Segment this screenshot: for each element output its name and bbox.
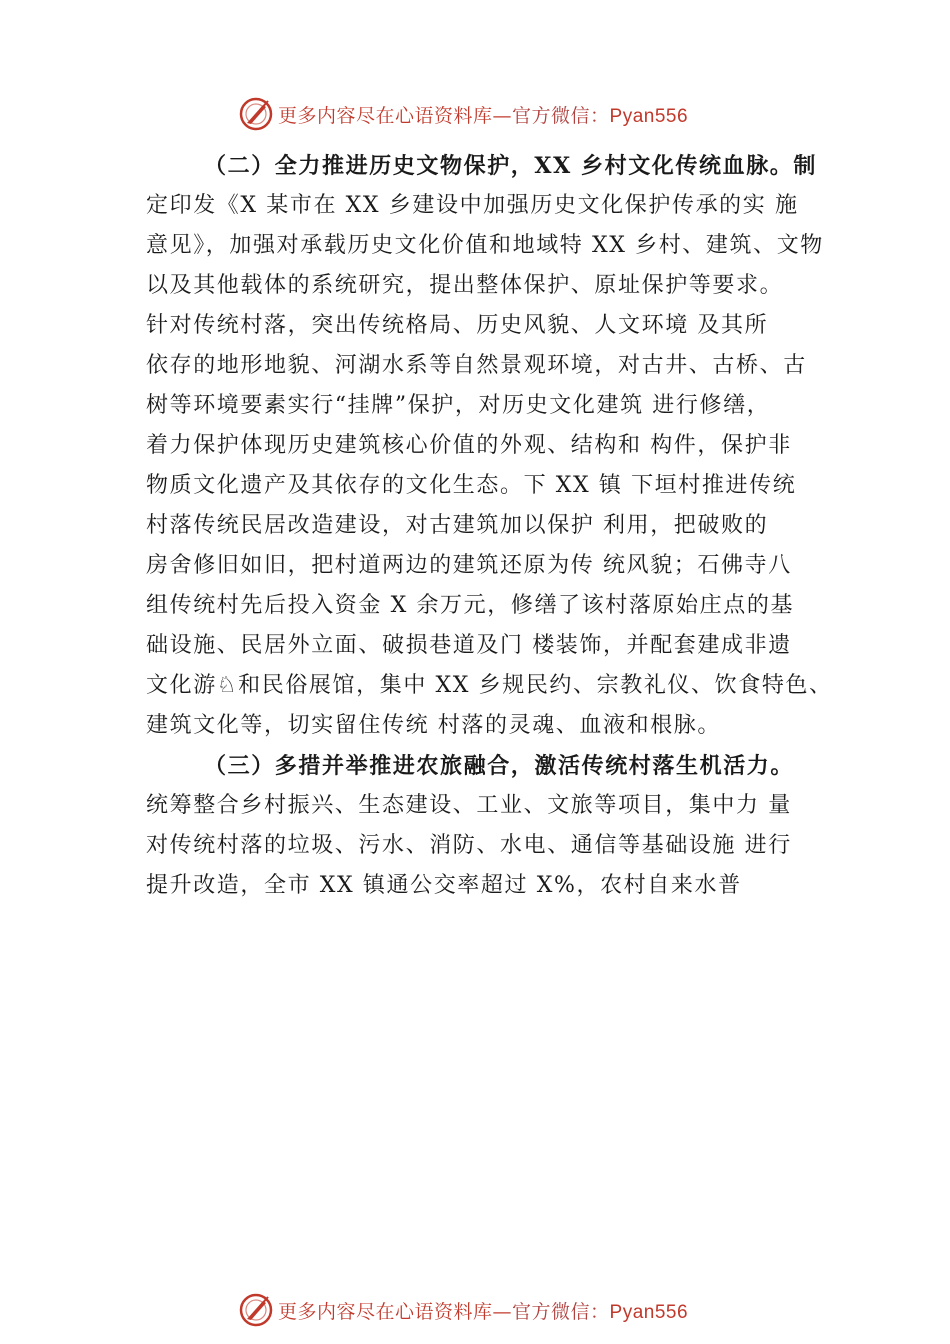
watermark-wechat-label: 官方微信： xyxy=(512,104,610,127)
text-line: 树等环境要素实行“挂牌”保护，对历史文化建筑 进行修缮， xyxy=(146,393,771,418)
watermark-wechat-id: Pyan556 xyxy=(609,1301,689,1323)
text-line: 以及其他载体的系统研究，提出整体保护、原址保护等要求。 xyxy=(146,273,784,298)
quill-seal-icon xyxy=(238,96,274,132)
document-body xyxy=(146,146,858,906)
watermark-footer xyxy=(238,1290,688,1330)
paragraph-heading-2: （二）全力推进历史文物保护，XX 乡村文化传统血脉。制 xyxy=(204,153,817,179)
text-line: 对传统村落的垃圾、污水、消防、水电、通信等基础设施 进行 xyxy=(146,833,792,858)
watermark-wechat-label: 官方微信： xyxy=(512,1300,610,1323)
text-line: 村落传统民居改造建设，对古建筑加以保护 利用，把破败的 xyxy=(146,513,769,538)
watermark-dash: — xyxy=(492,1300,513,1323)
text-line: 针对传统村落，突出传统格局、历史风貌、人文环境 及其所 xyxy=(146,313,769,338)
quill-seal-icon xyxy=(238,1292,274,1328)
text-line: 建筑文化等，切实留住传统 村落的灵魂、血液和根脉。 xyxy=(146,713,721,738)
text-line: 组传统村先后投入资金 X 余万元，修缮了该村落原始庄点的基 xyxy=(146,593,795,618)
watermark-main: 更多内容尽在心语资料库 xyxy=(278,1300,493,1323)
text-line: 统筹整合乡村振兴、生态建设、工业、文旅等项目，集中力 量 xyxy=(146,793,792,818)
text-line: 文化游♘和民俗展馆，集中 XX 乡规民约、宗教礼仪、饮食特色、 xyxy=(146,673,833,698)
text-line: 定印发《X 某市在 XX 乡建设中加强历史文化保护传承的实 施 xyxy=(146,193,799,218)
text-line: 意见》，加强对承载历史文化价值和地域特 XX 乡村、建筑、文物 xyxy=(146,233,824,258)
text-line: 依存的地形地貌、河湖水系等自然景观环境，对古井、古桥、古 xyxy=(146,353,807,378)
text-line: 础设施、民居外立面、破损巷道及门 楼装饰，并配套建成非遗 xyxy=(146,633,792,658)
text-line: 物质文化遗产及其依存的文化生态。下 XX 镇 下垣村推进传统 xyxy=(146,473,797,498)
text-line: 着力保护体现历史建筑核心价值的外观、结构和 构件，保护非 xyxy=(146,433,792,458)
watermark-wechat-id: Pyan556 xyxy=(609,105,689,127)
paragraph-heading-3: （三）多措并举推进农旅融合，激活传统村落生机活力。 xyxy=(204,753,795,779)
watermark-text xyxy=(278,101,688,128)
watermark-text xyxy=(278,1297,688,1324)
watermark-main: 更多内容尽在心语资料库 xyxy=(278,104,493,127)
text-line: 提升改造，全市 XX 镇通公交率超过 X%，农村自来水普 xyxy=(146,873,742,898)
watermark-dash: — xyxy=(492,104,513,127)
watermark-header xyxy=(238,94,688,134)
text-line: 房舍修旧如旧，把村道两边的建筑还原为传 统风貌；石佛寺八 xyxy=(146,553,792,578)
